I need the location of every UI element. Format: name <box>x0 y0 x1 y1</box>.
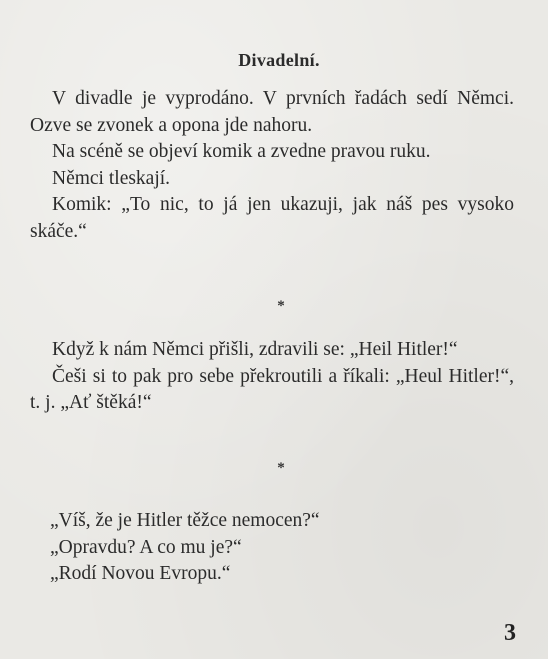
page-number: 3 <box>504 620 516 646</box>
joke-dialogue <box>30 508 514 588</box>
paragraph: Na scéně se objeví komik a zvedne pravou ruku. <box>52 141 431 162</box>
paragraph: V divadle je vyprodáno. V prvních řadách sedí Němci. Ozve se zvonek a opona jde nahoru. <box>30 88 514 136</box>
paragraph: Komik: „To nic, to já jen ukazuji, jak náš pes vysoko skáče.“ <box>30 194 514 242</box>
paragraph: Němci tleskají. <box>52 167 171 189</box>
dialogue-line: „Opravdu? A co mu je?“ <box>50 536 242 558</box>
joke-theatre <box>30 86 514 245</box>
paragraph: Češi si to pak pro sebe překroutili a říkali: „Heul Hitler!“, t. j. „Ať štěká!“ <box>30 365 514 413</box>
joke-greeting <box>30 337 514 417</box>
section-separator: * <box>277 298 285 314</box>
section-separator: * <box>277 460 285 476</box>
dialogue-line: „Rodí Novou Evropu.“ <box>50 563 231 584</box>
paragraph: Když k nám Němci přišli, zdravili se: „Heil Hitler!“ <box>52 339 458 360</box>
dialogue-line: „Víš, že je Hitler těžce nemocen?“ <box>50 510 320 531</box>
page-title: Divadelní. <box>238 50 320 70</box>
